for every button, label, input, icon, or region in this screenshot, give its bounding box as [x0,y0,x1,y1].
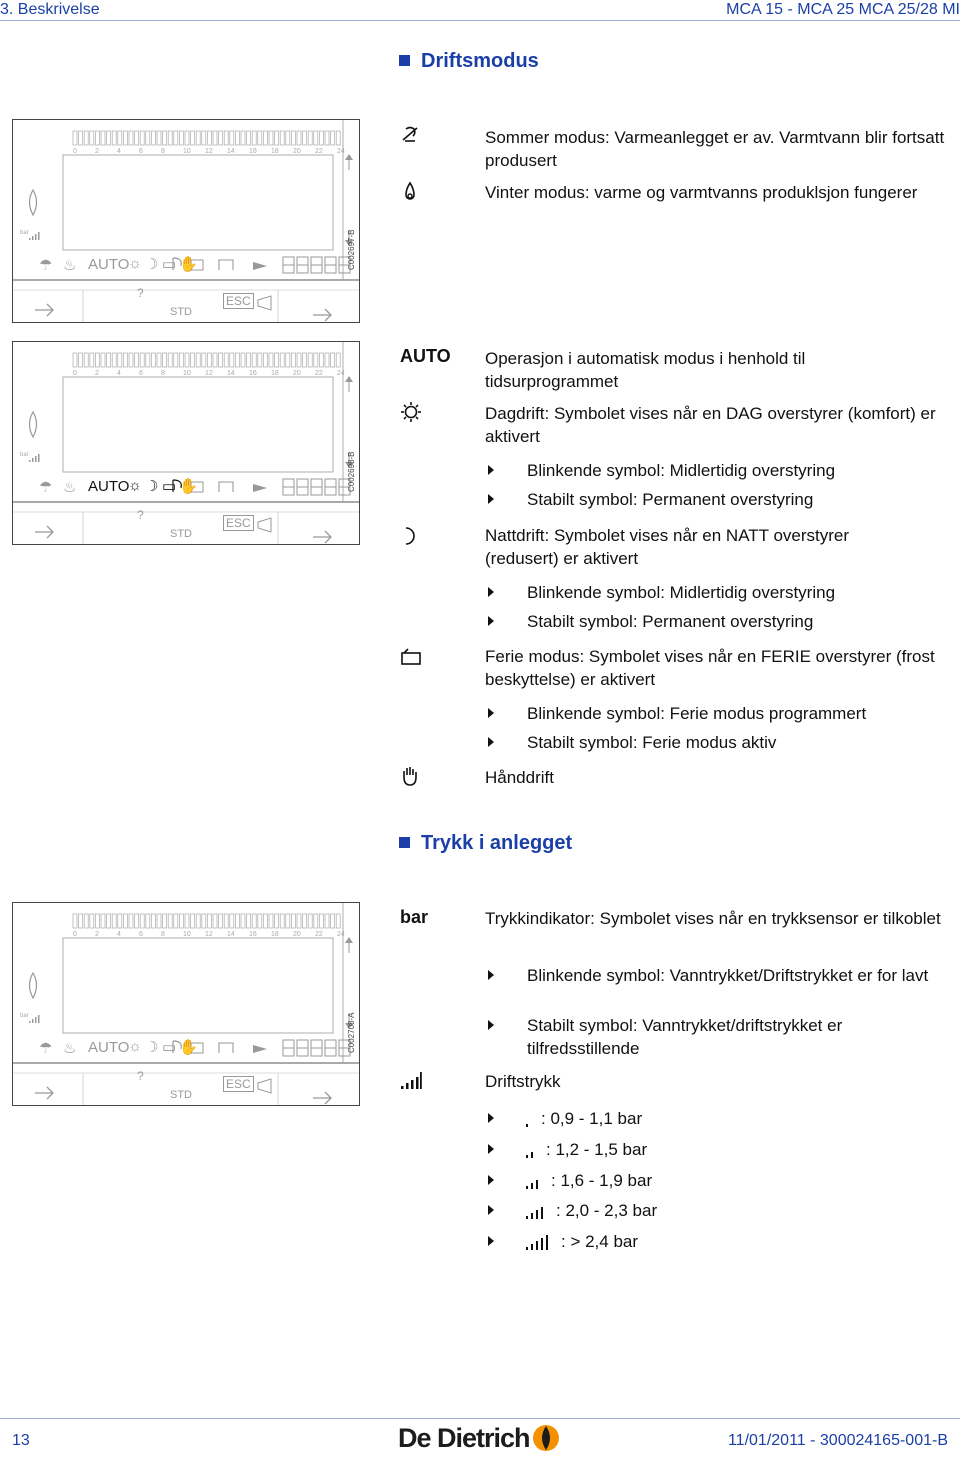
bullet-arrow-icon [486,1111,496,1125]
scale-label: 20 [293,931,301,938]
scale-label: 18 [271,148,279,155]
bullet-arrow-icon [486,614,496,628]
scale-label: 20 [293,148,301,155]
holiday-bullet-2: Stabilt symbol: Ferie modus aktiv [527,733,777,752]
scale-label: 6 [139,148,143,155]
bar-small-label: bar [20,452,29,458]
panel-mode-symbol: ✋ [179,478,198,495]
day-text: Dagdrift: Symbolet vises når en DAG overstyrer (komfort) er aktivert [485,404,936,446]
scale-label: 14 [227,370,235,377]
pressure-level-1-icon [524,1110,535,1128]
pressure-text: Driftstrykk [485,1072,561,1091]
bar-text: Trykkindikator: Symbolet vises når en trykksensor er tilkoblet [485,909,941,928]
bullet-arrow-icon [486,706,496,720]
control-panel-1 [12,119,360,323]
scale-label: 10 [183,370,191,377]
bullet-arrow-icon [486,585,496,599]
scale-label: 8 [161,370,165,377]
night-bullet-2: Stabilt symbol: Permanent overstyring [527,612,814,631]
panel-mode-symbol: ☽ [145,1039,159,1056]
scale-label: 18 [271,370,279,377]
panel-mode-symbol: ▭ [162,478,177,495]
bullet-arrow-icon [486,1142,496,1156]
panel-mode-symbol: ▭ [162,1039,177,1056]
bullet-arrow-icon [486,968,496,982]
scale-label: 22 [315,370,323,377]
scale-label: 24 [337,931,345,938]
bar-bullet-2: Stabilt symbol: Vanntrykket/driftstrykket er tilfredsstillende [527,1016,843,1058]
scale-label: 20 [293,370,301,377]
scale-label: 14 [227,148,235,155]
scale-label: 16 [249,931,257,938]
chapter-title: 3. Beskrivelse [0,1,100,18]
scale-label: 24 [337,370,345,377]
bar-small-label: bar [20,230,29,236]
scale-label: 0 [73,931,77,938]
document-reference: 11/01/2011 - 300024165-001-B [727,1432,948,1449]
panel-code: C002708-A [347,1012,356,1053]
winter-text: Vinter modus: varme og varmtvanns produklsjon fungerer [485,183,918,202]
std-label: STD [170,528,192,540]
panel-summer-symbol: ☂ [39,1040,53,1057]
scale-label: 2 [95,370,99,377]
panel-mode-symbol: ☼ [128,255,142,272]
help-symbol: ? [137,508,144,522]
auto-text: Operasjon i automatisk modus i henhold til tidsurprogrammet [485,349,806,391]
pressure-level-4-icon [524,1202,550,1220]
auto-mode-label: AUTO [88,256,130,273]
moon-icon [400,526,418,546]
scale-label: 12 [205,148,213,155]
night-bullet-1: Blinkende symbol: Midlertidig overstyring [527,583,836,602]
panel-mode-symbol: ☽ [145,256,159,273]
day-bullet-1: Blinkende symbol: Midlertidig overstyring [527,461,836,480]
scale-label: 0 [73,370,77,377]
suitcase-icon [400,648,422,666]
bar-bullet-1: Blinkende symbol: Vanntrykket/Driftstrykket er for lavt [527,966,929,985]
scale-label: 14 [227,931,235,938]
model-title: MCA 15 - MCA 25 MCA 25/28 MI [726,1,960,18]
page-number: 13 [12,1432,30,1449]
help-symbol: ? [137,286,144,300]
bar-label: bar [400,907,429,927]
section-square-icon [399,55,410,66]
std-label: STD [170,1089,192,1101]
bullet-arrow-icon [486,1018,496,1032]
pressure-level-1-text: : 0,9 - 1,1 bar [541,1109,643,1128]
bullet-arrow-icon [486,1173,496,1187]
summer-text: Sommer modus: Varmeanlegget er av. Varmtvann blir fortsatt produsert [485,128,945,170]
section-square-icon [399,837,410,848]
control-panel-2 [12,341,360,545]
std-label: STD [170,306,192,318]
pressure-level-3-icon [524,1172,545,1190]
page-header [0,0,960,21]
help-symbol: ? [137,1069,144,1083]
panel-mode-symbol: ✋ [179,1039,198,1056]
auto-label: AUTO [400,346,451,366]
holiday-bullet-1: Blinkende symbol: Ferie modus programmert [527,704,867,723]
pressure-level-4-text: : 2,0 - 2,3 bar [556,1201,658,1220]
panel-winter-symbol: ♨ [63,1040,77,1057]
scale-label: 12 [205,931,213,938]
scale-label: 2 [95,148,99,155]
holiday-text: Ferie modus: Symbolet vises når en FERIE overstyrer (frost beskyttelse) er aktivert [485,647,935,689]
bullet-arrow-icon [486,463,496,477]
bar-small-label: bar [20,1013,29,1019]
scale-label: 8 [161,148,165,155]
panel-code: C002698-B [347,451,356,492]
scale-label: 4 [117,931,121,938]
scale-label: 2 [95,931,99,938]
scale-label: 6 [139,931,143,938]
panel-summer-symbol: ☂ [39,479,53,496]
summer-mode-icon [400,124,420,144]
night-text: Nattdrift: Symbolet vises når en NATT overstyrer (redusert) er aktivert [485,526,850,568]
sun-icon [400,401,422,423]
panel-mode-symbol: ✋ [179,256,198,273]
auto-mode-label: AUTO [88,478,130,495]
auto-mode-label: AUTO [88,1039,130,1056]
scale-label: 0 [73,148,77,155]
panel-winter-symbol: ♨ [63,479,77,496]
panel-winter-symbol: ♨ [63,257,77,274]
section-heading-pressure: Trykk i anlegget [399,832,572,855]
pressure-level-2-icon [524,1141,540,1159]
control-panel-3 [12,902,360,1106]
scale-label: 16 [249,370,257,377]
pressure-level-2-text: : 1,2 - 1,5 bar [546,1140,648,1159]
scale-label: 22 [315,148,323,155]
pressure-level-5-icon [524,1233,555,1251]
footer-rule [0,1418,960,1419]
scale-label: 10 [183,148,191,155]
manual-text: Hånddrift [485,768,554,787]
scale-label: 18 [271,931,279,938]
scale-label: 24 [337,148,345,155]
panel-mode-symbol: ☼ [128,1038,142,1055]
esc-button-label: ESC [223,515,254,531]
panel-code: C002697-B [347,229,356,270]
brand-logo: De Dietrich [398,1423,530,1453]
winter-mode-icon [400,181,420,203]
brand-logo-icon [530,1422,562,1454]
bullet-arrow-icon [486,1203,496,1217]
scale-label: 4 [117,148,121,155]
scale-label: 22 [315,931,323,938]
pressure-level-3-text: : 1,6 - 1,9 bar [551,1171,653,1190]
section-heading-mode: Driftsmodus [399,50,539,73]
scale-label: 10 [183,931,191,938]
scale-label: 4 [117,370,121,377]
day-bullet-2: Stabilt symbol: Permanent overstyring [527,490,814,509]
panel-mode-symbol: ☽ [145,478,159,495]
hand-icon [400,765,420,787]
scale-label: 16 [249,148,257,155]
bullet-arrow-icon [486,492,496,506]
pressure-level-5-text: : > 2,4 bar [561,1232,639,1251]
bullet-arrow-icon [486,735,496,749]
esc-button-label: ESC [223,293,254,309]
scale-label: 8 [161,931,165,938]
panel-mode-symbol: ☼ [128,477,142,494]
pressure-bars-icon [400,1070,422,1090]
panel-summer-symbol: ☂ [39,257,53,274]
esc-button-label: ESC [223,1076,254,1092]
scale-label: 6 [139,370,143,377]
bullet-arrow-icon [486,1234,496,1248]
scale-label: 12 [205,370,213,377]
panel-mode-symbol: ▭ [162,256,177,273]
